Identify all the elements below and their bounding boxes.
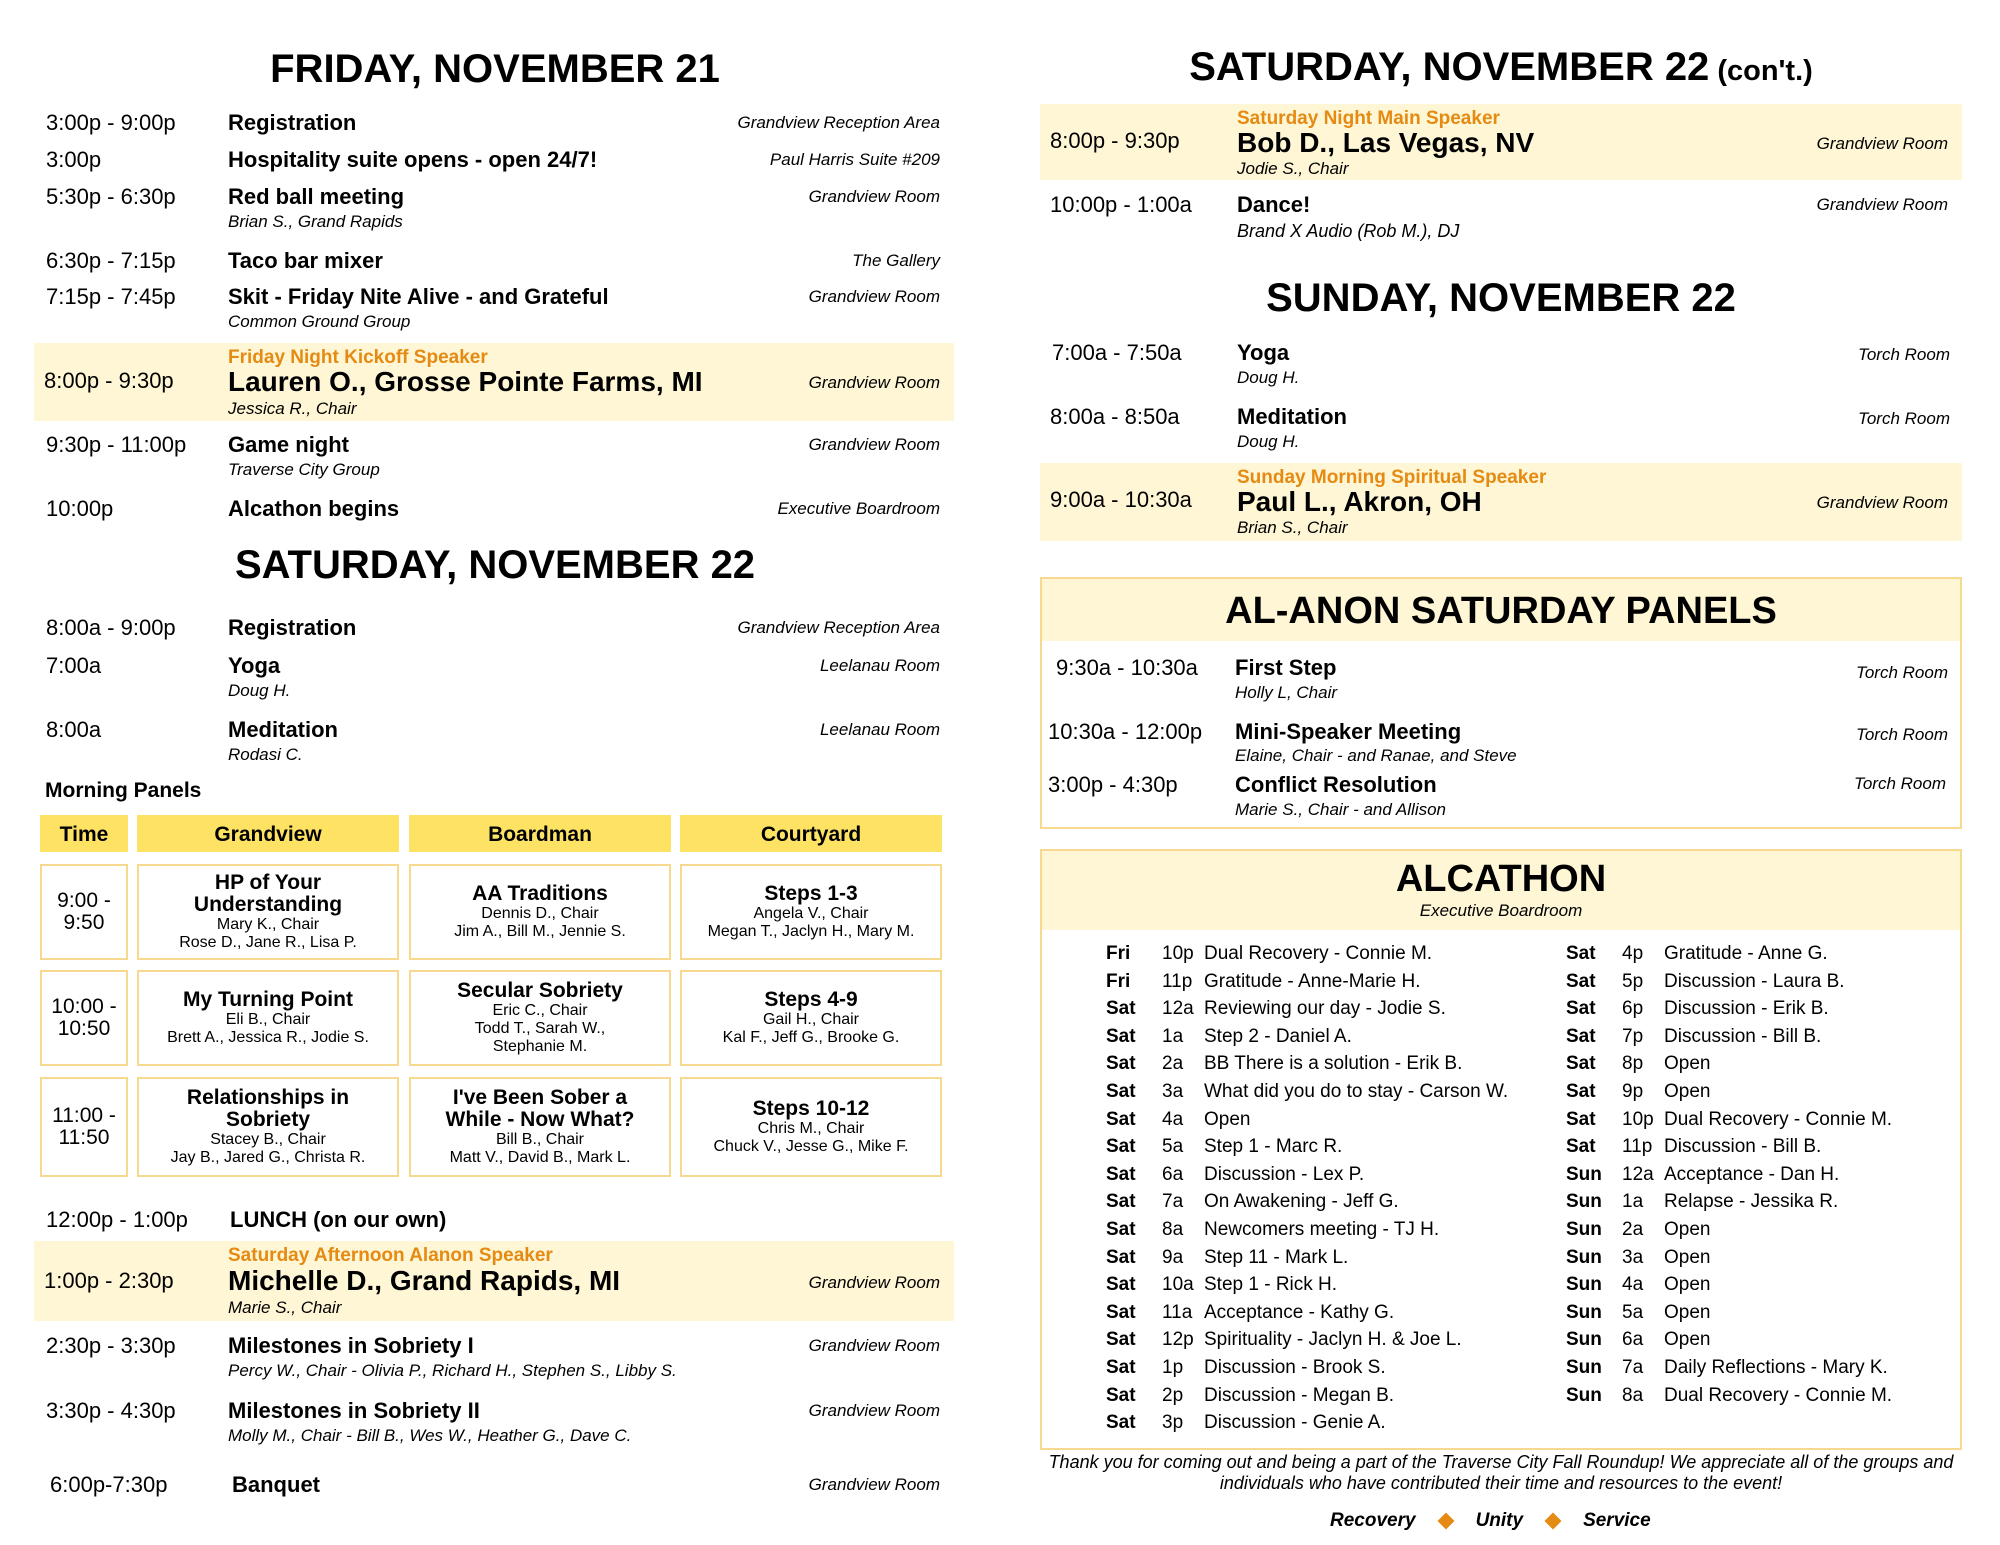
slot-time: 11a (1162, 1301, 1193, 1323)
alcathon-slot (1566, 1385, 1892, 1407)
panel-cell (680, 864, 942, 960)
event-location: Grandview Room (808, 287, 940, 306)
alcathon-slot (1106, 943, 1432, 965)
speaker-tag: Sunday Morning Spiritual Speaker (1237, 467, 1547, 488)
event-host: Doug H. (1237, 368, 1300, 387)
event-host: Brand X Audio (Rob M.), DJ (1237, 221, 1460, 241)
slot-time: 4a (1622, 1274, 1644, 1296)
speaker-name: Lauren O., Grosse Pointe Farms, MI (228, 366, 703, 397)
diamond-icon (1437, 1512, 1454, 1529)
panel-cell (409, 864, 671, 960)
speaker-highlight (1040, 463, 1962, 541)
event-time: 9:30a - 10:30a (1056, 655, 1198, 680)
panel-header-time: Time (40, 815, 128, 852)
slot-day: Sun (1566, 1219, 1602, 1240)
event-title: Banquet (232, 1472, 320, 1497)
panel-time: 11:00 - 11:50 (52, 1104, 116, 1149)
alcathon-slot (1106, 1191, 1399, 1213)
slot-description: Step 2 - Daniel A. (1204, 1025, 1352, 1047)
morning-panels-title: Morning Panels (45, 779, 202, 802)
speaker-name: Michelle D., Grand Rapids, MI (228, 1265, 621, 1296)
alcathon-slot (1106, 1412, 1386, 1434)
slot-day: Fri (1106, 943, 1131, 964)
panel-cell (409, 970, 671, 1066)
speaker-tag: Friday Night Kickoff Speaker (228, 347, 488, 368)
speaker-time: 8:00p - 9:30p (44, 368, 174, 393)
panel-cell (137, 1077, 399, 1177)
slot-time: 5p (1622, 970, 1644, 992)
slot-day: Sat (1106, 1219, 1136, 1240)
speaker-highlight (34, 343, 954, 421)
motto-service: Service (1583, 1510, 1651, 1531)
event-title: Dance! (1237, 192, 1311, 217)
diamond-icon (1545, 1512, 1562, 1529)
event-location: Grandview Room (1816, 195, 1948, 214)
event-title: Meditation (1237, 404, 1347, 429)
slot-time: 7p (1622, 1025, 1644, 1047)
saturday-heading: SATURDAY, NOVEMBER 22 (234, 543, 756, 587)
sunday-heading: SUNDAY, NOVEMBER 22 (1266, 276, 1736, 320)
alcathon-slot (1106, 1053, 1462, 1075)
event-time: 8:00a (46, 717, 102, 742)
slot-description: Open (1664, 1081, 1711, 1102)
alcathon-slot (1106, 1164, 1364, 1186)
speaker-time: 8:00p - 9:30p (1050, 128, 1180, 153)
event-location: The Gallery (852, 251, 940, 270)
slot-description: Step 1 - Marc R. (1204, 1136, 1343, 1158)
slot-day: Sun (1566, 1384, 1602, 1406)
slot-time: 10p (1622, 1108, 1654, 1130)
event-time: 10:00p - 1:00a (1050, 192, 1192, 217)
slot-day: Fri (1106, 970, 1131, 992)
slot-time: 8p (1622, 1053, 1644, 1075)
event-location: Grandview Room (808, 1336, 940, 1355)
event-time: 7:00a (46, 653, 102, 678)
slot-time: 2p (1162, 1384, 1184, 1406)
event-title: Game night (228, 432, 350, 457)
alcathon-slot (1566, 1081, 1710, 1103)
slot-description: Open (1664, 1301, 1711, 1323)
event-host: Elaine, Chair - and Ranae, and Steve (1235, 746, 1517, 765)
event-time: 8:00a - 9:00p (46, 615, 176, 640)
panel-title: Steps 4-9 (764, 988, 858, 1011)
friday-heading: FRIDAY, NOVEMBER 21 (270, 47, 720, 91)
alcathon-slot (1566, 1357, 1888, 1379)
slot-description: Open (1664, 1329, 1711, 1351)
slot-day: Sun (1566, 1301, 1602, 1323)
slot-description: Discussion - Bill B. (1664, 1025, 1822, 1047)
slot-day: Sun (1566, 1163, 1602, 1185)
event-time: 3:00p - 9:00p (46, 110, 176, 135)
slot-description: Acceptance - Kathy G. (1204, 1301, 1395, 1323)
slot-day: Sat (1566, 970, 1596, 992)
slot-time: 10a (1162, 1274, 1194, 1296)
event-time: 7:00a - 7:50a (1052, 340, 1182, 365)
event-time: 12:00p - 1:00p (46, 1207, 188, 1232)
event-location: Grandview Reception Area (737, 113, 940, 132)
slot-day: Sat (1106, 1301, 1136, 1323)
slot-day: Sat (1106, 1025, 1136, 1047)
saturday-cont-heading (1040, 45, 1962, 90)
event-host: Doug H. (1237, 432, 1300, 451)
event-title: Red ball meeting (228, 184, 405, 209)
alcathon-slot (1566, 1053, 1710, 1075)
slot-time: 11p (1622, 1136, 1653, 1158)
panel-time-cell (40, 970, 128, 1066)
slot-time: 8a (1622, 1384, 1644, 1406)
alcathon-slot (1106, 1302, 1394, 1324)
slot-day: Sat (1566, 943, 1596, 964)
slot-description: BB There is a solution - Erik B. (1204, 1053, 1463, 1075)
slot-time: 12p (1162, 1329, 1194, 1351)
slot-description: Spirituality - Jaclyn H. & Joe L. (1204, 1329, 1462, 1351)
alcathon-slot (1106, 1385, 1394, 1407)
event-time: 2:30p - 3:30p (46, 1333, 176, 1358)
panel-people: Chris M., Chair Chuck V., Jesse G., Mike F. (713, 1120, 909, 1155)
speaker-chair: Jodie S., Chair (1237, 159, 1349, 178)
alcathon-slot (1106, 1026, 1352, 1048)
panel-title: AA Traditions (472, 882, 608, 905)
event-time: 3:30p - 4:30p (46, 1398, 176, 1423)
panel-people: Stacey B., Chair Jay B., Jared G., Christa R. (170, 1131, 366, 1166)
alanon-heading: AL-ANON SATURDAY PANELS (1042, 579, 1960, 641)
slot-time: 5a (1622, 1301, 1644, 1323)
slot-day: Sat (1106, 1108, 1136, 1130)
panel-cell (409, 1077, 671, 1177)
alcathon-slot (1106, 1274, 1337, 1296)
speaker-location: Grandview Room (808, 373, 940, 392)
event-title: Yoga (228, 653, 281, 678)
slot-time: 1p (1162, 1357, 1184, 1378)
slot-description: Open (1204, 1108, 1251, 1130)
slot-description: Step 1 - Rick H. (1204, 1274, 1338, 1296)
slot-time: 3p (1162, 1412, 1184, 1434)
slot-time: 12a (1622, 1163, 1654, 1185)
panel-header-grandview: Grandview (137, 815, 399, 852)
event-time: 6:00p-7:30p (50, 1472, 168, 1497)
motto (1330, 1510, 1651, 1532)
alcathon-slot (1106, 998, 1446, 1020)
event-time: 7:15p - 7:45p (46, 284, 176, 309)
slot-description: Gratitude - Anne G. (1664, 943, 1828, 964)
event-time: 10:30a - 12:00p (1048, 719, 1203, 744)
event-title: Alcathon begins (228, 496, 400, 521)
alcathon-slot (1566, 1164, 1839, 1186)
speaker-highlight (1040, 104, 1962, 180)
event-title: Skit - Friday Nite Alive - and Grateful (228, 284, 609, 309)
alcathon-slot (1106, 1136, 1342, 1158)
panel-title: My Turning Point (183, 988, 353, 1011)
alcathon-slot (1566, 1109, 1892, 1131)
slot-description: Discussion - Erik B. (1664, 998, 1829, 1020)
panel-title: I've Been Sober a While - Now What? (445, 1086, 635, 1131)
slot-day: Sat (1106, 1191, 1136, 1213)
slot-description: Discussion - Bill B. (1664, 1136, 1822, 1158)
slot-time: 6a (1622, 1329, 1644, 1351)
slot-day: Sat (1566, 998, 1596, 1020)
event-location: Grandview Room (808, 1475, 940, 1494)
alcathon-slot (1106, 1247, 1348, 1269)
slot-day: Sun (1566, 1246, 1602, 1268)
speaker-name: Bob D., Las Vegas, NV (1237, 127, 1535, 158)
slot-time: 8a (1162, 1219, 1184, 1240)
panel-title: Relationships in Sobriety (186, 1086, 350, 1131)
alcathon-slot (1566, 971, 1845, 993)
slot-description: Relapse - Jessika R. (1664, 1191, 1839, 1213)
panel-header-courtyard: Courtyard (680, 815, 942, 852)
event-title: Conflict Resolution (1235, 772, 1437, 797)
slot-day: Sat (1106, 1163, 1136, 1185)
alcathon-slot (1566, 1026, 1821, 1048)
slot-time: 10p (1162, 943, 1194, 964)
panel-cell (137, 864, 399, 960)
event-location: Grandview Reception Area (737, 618, 940, 637)
slot-description: Open (1664, 1053, 1711, 1075)
speaker-highlight (34, 1241, 954, 1321)
panel-people: Eric C., Chair Todd T., Sarah W., Stephanie M. (474, 1002, 606, 1055)
thank-you-note: Thank you for coming out and being a part of the Traverse City Fall Roundup! We appreciate all of the groups and individuals who have contributed their time and resources to the event! (1048, 1452, 1954, 1493)
speaker-location: Grandview Room (1816, 134, 1948, 153)
panel-title: HP of Your Understanding (193, 871, 343, 916)
slot-description: Discussion - Lex P. (1204, 1163, 1365, 1185)
slot-description: Dual Recovery - Connie M. (1204, 943, 1433, 964)
slot-day: Sun (1566, 1274, 1602, 1296)
slot-day: Sat (1566, 1025, 1596, 1047)
slot-time: 6p (1622, 998, 1644, 1020)
slot-day: Sat (1106, 1053, 1136, 1075)
slot-time: 3a (1622, 1246, 1644, 1268)
panel-time: 10:00 - 10:50 (51, 995, 117, 1040)
alcathon-slot (1566, 1274, 1710, 1296)
saturday-cont-title: SATURDAY, NOVEMBER 22 (1189, 45, 1710, 89)
panel-people: Angela V., Chair Megan T., Jaclyn H., Mary M. (707, 905, 915, 940)
slot-description: What did you do to stay - Carson W. (1204, 1081, 1509, 1102)
panel-cell (680, 970, 942, 1066)
event-time: 3:00p - 4:30p (1048, 772, 1178, 797)
slot-time: 4p (1622, 943, 1644, 964)
event-host: Marie S., Chair - and Allison (1235, 800, 1447, 819)
event-location: Grandview Room (808, 187, 940, 206)
event-host: Traverse City Group (228, 460, 380, 479)
alcathon-slot (1106, 971, 1420, 993)
speaker-chair: Marie S., Chair (228, 1298, 342, 1317)
slot-description: Discussion - Genie A. (1204, 1412, 1386, 1434)
slot-day: Sat (1106, 1384, 1136, 1406)
slot-time: 9a (1162, 1246, 1184, 1268)
slot-day: Sat (1106, 998, 1136, 1020)
slot-time: 4a (1162, 1108, 1184, 1130)
event-location: Torch Room (1856, 725, 1948, 744)
event-host: Holly L, Chair (1235, 683, 1338, 702)
slot-description: Gratitude - Anne-Marie H. (1204, 970, 1421, 992)
slot-description: Open (1664, 1274, 1711, 1296)
slot-day: Sat (1106, 1412, 1136, 1434)
speaker-time: 1:00p - 2:30p (44, 1268, 174, 1293)
speaker-location: Grandview Room (808, 1273, 940, 1292)
slot-time: 3a (1162, 1081, 1184, 1102)
event-time: 9:30p - 11:00p (46, 432, 187, 457)
motto-recovery: Recovery (1330, 1510, 1416, 1531)
speaker-location: Grandview Room (1816, 493, 1948, 512)
alcathon-slot (1106, 1219, 1439, 1241)
slot-day: Sun (1566, 1357, 1602, 1378)
panel-people: Eli B., Chair Brett A., Jessica R., Jodie S. (167, 1011, 369, 1046)
slot-description: Dual Recovery - Connie M. (1664, 1384, 1893, 1406)
slot-time: 11p (1162, 970, 1193, 992)
alcathon-slot (1566, 1191, 1838, 1213)
slot-day: Sat (1106, 1357, 1136, 1378)
event-location: Executive Boardroom (777, 499, 940, 518)
speaker-name: Paul L., Akron, OH (1237, 486, 1482, 517)
panel-cell (680, 1077, 942, 1177)
alcathon-slot (1566, 1136, 1821, 1158)
event-title: LUNCH (on our own) (230, 1207, 447, 1232)
event-title: Yoga (1237, 340, 1290, 365)
event-title: Mini-Speaker Meeting (1235, 719, 1462, 744)
slot-day: Sat (1566, 1108, 1596, 1130)
event-host: Percy W., Chair - Olivia P., Richard H., Stephen S., Libby S. (228, 1361, 677, 1380)
alcathon-header (1042, 851, 1960, 930)
slot-description: Discussion - Laura B. (1664, 970, 1845, 992)
slot-description: Open (1664, 1219, 1711, 1240)
panel-people: Mary K., Chair Rose D., Jane R., Lisa P. (179, 916, 357, 951)
slot-day: Sun (1566, 1329, 1602, 1351)
slot-time: 5a (1162, 1136, 1184, 1158)
slot-time: 7a (1622, 1357, 1644, 1378)
slot-time: 2a (1622, 1219, 1644, 1240)
slot-time: 1a (1162, 1025, 1184, 1047)
panel-people: Gail H., Chair Kal F., Jeff G., Brooke G. (722, 1011, 900, 1046)
panel-title: Steps 1-3 (764, 882, 858, 905)
event-title: Registration (228, 110, 357, 135)
event-location: Torch Room (1856, 663, 1948, 682)
alcathon-slot (1566, 1219, 1710, 1241)
alcathon-slot (1566, 998, 1829, 1020)
continued-label: (con't.) (1717, 55, 1813, 87)
alcathon-slot (1106, 1109, 1250, 1131)
slot-description: Reviewing our day - Jodie S. (1204, 998, 1446, 1020)
event-host: Rodasi C. (228, 745, 303, 764)
event-time: 6:30p - 7:15p (46, 248, 176, 273)
alcathon-slot (1566, 943, 1828, 965)
event-location: Grandview Room (808, 1401, 940, 1420)
event-title: Milestones in Sobriety II (228, 1398, 480, 1423)
panel-time-cell (40, 864, 128, 960)
event-host: Doug H. (228, 681, 291, 700)
slot-day: Sat (1106, 1081, 1136, 1102)
panel-people: Bill B., Chair Matt V., David B., Mark L. (449, 1131, 631, 1166)
slot-day: Sat (1106, 1274, 1136, 1296)
alcathon-slot (1106, 1329, 1462, 1351)
slot-description: Discussion - Megan B. (1204, 1384, 1395, 1406)
slot-day: Sat (1566, 1136, 1596, 1158)
event-time: 10:00p (46, 496, 114, 521)
slot-day: Sat (1106, 1136, 1136, 1158)
slot-day: Sat (1106, 1329, 1136, 1351)
slot-description: Dual Recovery - Connie M. (1664, 1108, 1893, 1130)
panel-time: 9:00 - 9:50 (57, 889, 111, 934)
slot-description: Acceptance - Dan H. (1664, 1163, 1840, 1185)
event-location: Leelanau Room (819, 720, 940, 739)
slot-day: Sat (1566, 1053, 1596, 1075)
event-host: Common Ground Group (228, 312, 411, 331)
event-title: First Step (1235, 655, 1337, 680)
slot-time: 2a (1162, 1053, 1184, 1075)
event-title: Meditation (228, 717, 338, 742)
event-host: Brian S., Grand Rapids (228, 212, 403, 231)
slot-time: 12a (1162, 998, 1194, 1020)
event-title: Hospitality suite opens - open 24/7! (228, 147, 598, 172)
event-location: Grandview Room (808, 435, 940, 454)
slot-day: Sat (1106, 1246, 1136, 1268)
event-location: Paul Harris Suite #209 (769, 150, 940, 169)
alcathon-slot (1566, 1302, 1710, 1324)
alcathon-heading: ALCATHON (1395, 858, 1607, 900)
panel-time-cell (40, 1077, 128, 1177)
event-time: 3:00p (46, 147, 102, 172)
alcathon-box (1040, 849, 1962, 1450)
slot-description: Open (1664, 1246, 1711, 1268)
panel-header-boardman: Boardman (409, 815, 671, 852)
slot-time: 7a (1162, 1191, 1184, 1213)
event-time: 8:00a - 8:50a (1050, 404, 1180, 429)
alcathon-slot (1106, 1081, 1508, 1103)
slot-description: On Awakening - Jeff G. (1204, 1191, 1399, 1213)
panel-title: Secular Sobriety (457, 979, 623, 1002)
slot-time: 9p (1622, 1081, 1644, 1102)
event-title: Taco bar mixer (228, 248, 383, 273)
speaker-time: 9:00a - 10:30a (1050, 487, 1192, 512)
event-host: Molly M., Chair - Bill B., Wes W., Heather G., Dave C. (228, 1426, 632, 1445)
event-location: Torch Room (1858, 345, 1950, 364)
alanon-box (1040, 577, 1962, 829)
event-title: Registration (228, 615, 357, 640)
alcathon-slot (1566, 1247, 1710, 1269)
alcathon-slot (1566, 1329, 1710, 1351)
speaker-tag: Saturday Afternoon Alanon Speaker (228, 1245, 553, 1266)
event-time: 5:30p - 6:30p (46, 184, 176, 209)
alcathon-location: Executive Boardroom (1419, 901, 1583, 920)
motto-unity: Unity (1475, 1510, 1524, 1531)
panel-title: Steps 10-12 (752, 1097, 870, 1120)
slot-time: 6a (1162, 1163, 1184, 1185)
panel-people: Dennis D., Chair Jim A., Bill M., Jennie S. (454, 905, 626, 940)
slot-day: Sat (1566, 1081, 1596, 1102)
speaker-chair: Brian S., Chair (1237, 518, 1348, 537)
slot-time: 1a (1622, 1191, 1644, 1213)
panel-cell (137, 970, 399, 1066)
speaker-chair: Jessica R., Chair (228, 399, 357, 418)
speaker-tag: Saturday Night Main Speaker (1237, 108, 1500, 129)
event-location: Leelanau Room (819, 656, 940, 675)
slot-description: Discussion - Brook S. (1204, 1357, 1386, 1378)
event-location: Torch Room (1858, 409, 1950, 428)
slot-day: Sun (1566, 1191, 1602, 1213)
event-location: Torch Room (1854, 774, 1946, 793)
alcathon-slot (1106, 1357, 1386, 1379)
slot-description: Newcomers meeting - TJ H. (1204, 1219, 1440, 1240)
event-title: Milestones in Sobriety I (228, 1333, 474, 1358)
slot-description: Daily Reflections - Mary K. (1664, 1357, 1888, 1378)
slot-description: Step 11 - Mark L. (1204, 1246, 1349, 1268)
